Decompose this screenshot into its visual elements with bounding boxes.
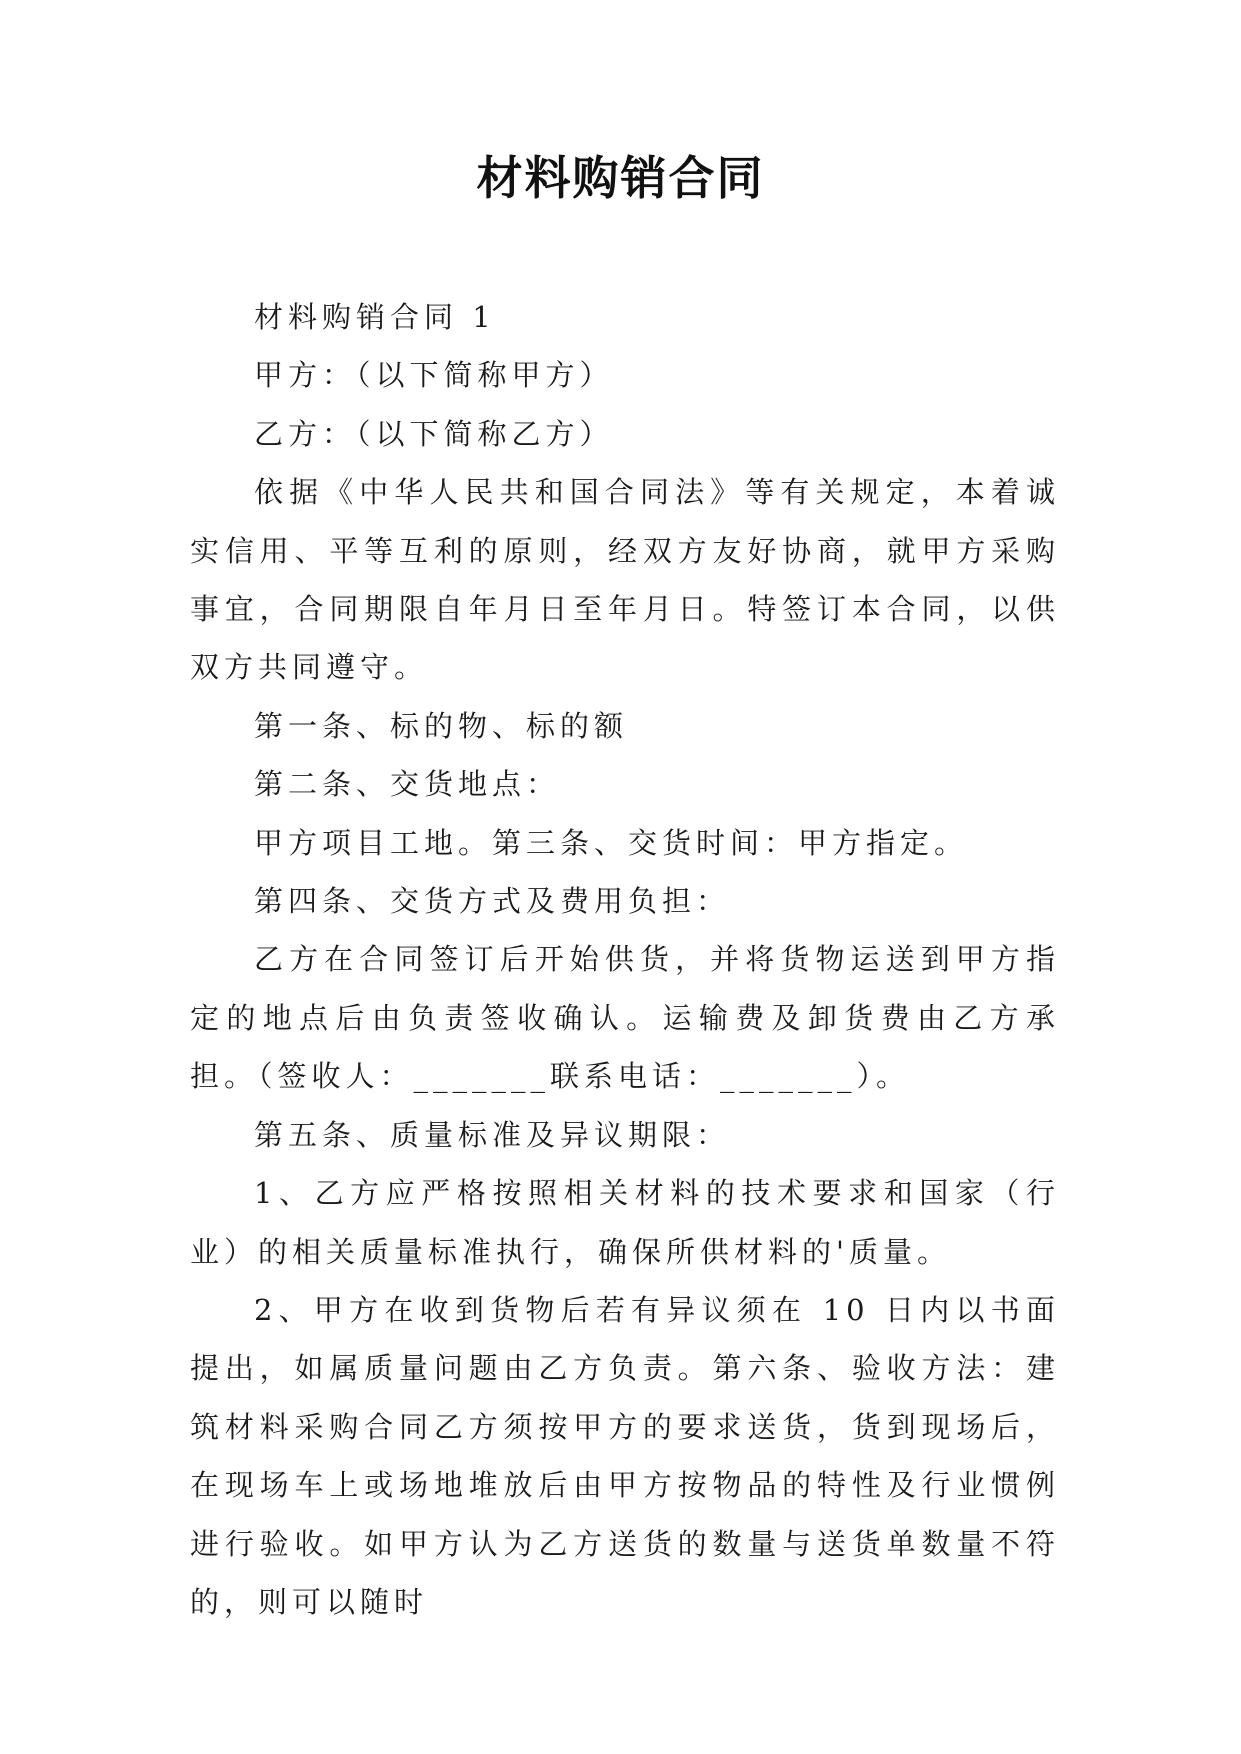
document-title: 材料购销合同 [476,151,765,205]
paragraph-delivery-terms: 乙方在合同签订后开始供货，并将货物运送到甲方指定的地点后由负责签收确认。运输费及卸货费由乙方承担。（签收人：_______联系电话：_______）。 [190,942,1060,1094]
paragraph-party-a: 甲方：（以下简称甲方） [254,358,614,393]
paragraph-article-4: 第四条、交货方式及费用负担： [254,884,731,919]
paragraph-article-1: 第一条、标的物、标的额 [254,708,629,743]
paragraph-heading: 材料购销合同 1 [254,300,496,334]
document-body [190,288,1060,1631]
paragraph-preamble: 依据《中华人民共和国合同法》等有关规定，本着诚实信用、平等互利的原则，经双方友好协商，就甲方采购事宜，合同期限自年月日至年月日。特签订本合同，以供双方共同遵守。 [190,475,1060,685]
paragraph-quality-1: 1、乙方应严格按照相关材料的技术要求和国家（行业）的相关质量标准执行，确保所供材料的'质量。 [190,1176,1060,1269]
paragraph-article-5: 第五条、质量标准及异议期限： [254,1117,731,1152]
paragraph-quality-2: 2、甲方在收到货物后若有异议须在 10 日内以书面提出，如属质量问题由乙方负责。第六条、验收方法：建筑材料采购合同乙方须按甲方的要求送货，货到现场后，在现场车上或场地堆放后由甲方按物品的特性及行业惯例进行验收。如甲方认为乙方送货的数量与送货单数量不符的，则可以随时 [190,1292,1060,1619]
paragraph-delivery-site: 甲方项目工地。第三条、交货时间：甲方指定。 [254,825,969,860]
paragraph-party-b: 乙方：（以下简称乙方） [254,416,614,451]
paragraph-article-2: 第二条、交货地点： [254,767,561,802]
